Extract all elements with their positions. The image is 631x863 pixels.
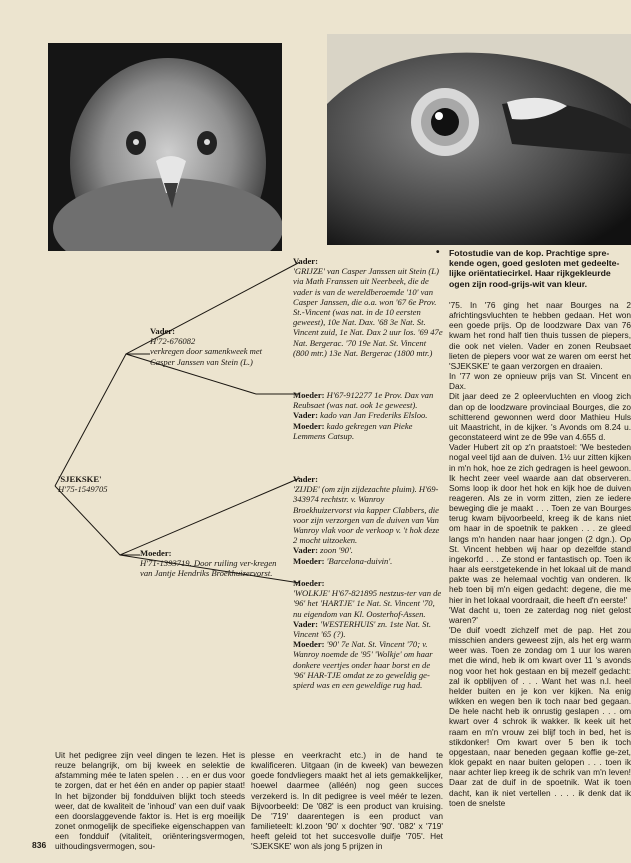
mm-sub2-text: '90' 7e Nat. St. Vincent '70; v. Wanroy noemde de '95' 'Wolkje' om haar donkere veertjes onder haar borst en de '96' HAR-TJE omdat ze zo geweldig ge-spierd was en een geweldige rug had. xyxy=(293,639,433,691)
article-column xyxy=(449,300,631,860)
pedigree-father-mother xyxy=(293,390,443,441)
m-label: Moeder: xyxy=(140,548,172,558)
pedigree-root xyxy=(58,474,158,494)
f-text: verkregen door samenkweek met Casper Janssen van Stein (L.) xyxy=(150,346,263,367)
f-label: Vader: xyxy=(150,326,175,336)
mf-label: Vader: xyxy=(293,474,318,484)
fm-sub2-label: Moeder: xyxy=(293,420,325,431)
article-p4: Vader Hubert zit op z'n praatstoel: 'We besteden nogal veel tijd aan de duiven. 1½ uur zitten kijken in m'n hok, hoe ze zich gedragen is heel gewoon. Ik hecht zeer veel waarde aan dat observeren. Soms loop ik door het hok en kijk hoe de duiven reageren. Als ze in vorm zitten, zien ze iedere beweging die je maakt . . . Toen ze van Bourges terug kwam bijvoorbeeld, kreeg ik de kans niet om haar in de spoetnik te pakken . . . ze gleed langs m'n handen naar haar jongen (2 dgn.). Op St. Vincent hebben wij haar op dezelfde stand ingekorfd . . . Ze stond er fantastisch op. Toen ik haar als eerstgetekende in het lokaal uit de mand pakte was ze helemaal vochtig van onderen. Ik heb toen bij m'n eigen gedacht: degene, die me hier in het lokaal voordraait, die heeft d'n eerste!' xyxy=(449,442,631,605)
mf-sub2-text: 'Barcelona-duivin'. xyxy=(326,555,393,566)
pedigree-mother-mother xyxy=(293,578,443,690)
fm-sub1-text: kado van Jan Frederiks Elsloo. xyxy=(320,410,428,421)
fm-text: H'67-912277 1e Prov. Dax van Reubsaet (was nat. ook 1e geweest). xyxy=(293,390,434,411)
article-p3: Dit jaar deed ze 2 opleervluchten en vloog zich dan op de loodzware provinciaal Bourges, die zo schitterend gewonnen werd door Mathieu Huls uit Maastricht, in de kijker. 's Avonds om 8.24 u. geconstateerd wint ze de 99e van 4.655 d. xyxy=(449,391,631,443)
mm-text: 'WOLKJE' H'67-821895 nestzus-ter van de '96' het 'HARTJE' 1e Nat. St. Vincent '70, nu eigendom van Kl. Oosterhof-Assen. xyxy=(293,588,442,619)
caption-text: Fotostudie van de kop. Prachtige spre-kende ogen, goed gesloten met gedeelte-lijke oriëntatiecirkel. Haar rijkgekleurde ogen zijn rood-grijs-wit van kleur. xyxy=(449,248,620,289)
pedigree-father-father xyxy=(293,256,443,358)
m-text: H'71-1393719. Door ruiling ver-kregen van Jantje Hendriks Broekhuizervorst. xyxy=(140,558,277,579)
fm-sub2-text: kado gekregen van Pieke Lemmens Catsup. xyxy=(293,420,413,441)
pedigree-mother xyxy=(140,548,290,579)
ff-label: Vader: xyxy=(293,256,318,266)
mm-sub1-text: 'WESTERHUIS' zn. 1ste Nat. St. Vincent '65 (?). xyxy=(293,618,431,640)
bottom-middle-column: plesse en veerkracht etc.) in de hand te kwalificeren. Uitgaan (in de kweek) van bewezen goede fondvliegers maakt het al iets gemakkelijker, hoewel daarmee (alléén) nog geen succes verzekerd is. In dit pedigree is veel méér te lezen. Bijvoorbeeld: De '082' is een product van kruising. De '719' daarentegen is een product van familieteelt: kl.zoon '90' x dochter '90'. '082' x '719' heeft geleid tot het succesvolle duifje '705'. Het 'SJEKSKE' won als jong 5 prijzen in xyxy=(251,750,443,852)
mf-sub1-label: Vader: xyxy=(293,545,318,556)
root-name: 'SJEKSKE' xyxy=(58,474,102,484)
pigeon-head-front-photo xyxy=(48,43,282,251)
article-p5: 'Wat dacht u, toen ze zaterdag nog niet gelost waren?' xyxy=(449,604,631,625)
mm-label: Moeder: xyxy=(293,578,325,588)
fm-label: Moeder: xyxy=(293,390,325,400)
ff-text: 'GRIJZE' van Casper Janssen uit Stein (L) via Math Franssen uit Neerbeek, die de vader is van de wereldberoemde '10' van Casper Janssen, die o.a. won '67 6e Prov. St.-Vincent (was nat. in de 10 eersten geweest), 10e Nat. Dax. '68 3e Nat. St. Vincent zuid, 1e Nat. Dax 2 uur los. '69 47e Nat. Bergerac. '70 19e Nat. St. Vincent (800 mtr.) 13e Nat. Bergerac (1800 mtr.) xyxy=(293,266,443,358)
article-p2: In '77 won ze opnieuw prijs van St. Vincent en Dax. xyxy=(449,371,631,392)
pedigree-mother-father xyxy=(293,474,443,566)
f-ring: H'72-676082 xyxy=(150,336,196,347)
mf-sub2-label: Moeder: xyxy=(293,555,325,566)
article-p6: 'De duif voedt zichzelf met de pap. Het zou misschien anders geweest zijn, als het erg warm weer was. Toen ze zondag om 1 uur los waren met die wind, heb ik om kwart over 11 's avonds nog voor het hok gestaan en bij mezelf gedacht: zal ik opblijven of . . . Want het was n.l. heel helder buiten en je kon ver kijken. Na enig wikken en wegen ben ik toch naar bed gegaan. De hele nacht heb ik onrustig geslapen . . . om kwart over 4 schrok ik wakker. Ik keek uit het raam en m'n vrouw zei blijf toch in bed, het is stikdonker! Om kwart over 5 ben ik toch opgestaan, naar beneden gegaan koffie ge-zet, klok gepakt en naar buiten gelopen . . . toen ik naar achter liep kreeg ik de schrik van m'n leven! Daar zat de duif in de spoetnik. Wat ik toen dacht, kan ik niet vertellen . . . . ik denk dat ik toen de snelste xyxy=(449,625,631,808)
mf-sub1-text: zoon '90'. xyxy=(320,545,353,556)
pigeon-eye-closeup-photo xyxy=(327,34,631,245)
caption-bullet: • xyxy=(436,247,440,258)
page-number: 836 xyxy=(32,840,47,850)
pedigree-father xyxy=(150,326,268,367)
mm-sub2-label: Moeder: xyxy=(293,639,325,650)
bottom-left-column: Uit het pedigree zijn veel dingen te lezen. Het is reuze belangrijk, om bij kweek en selektie de afstamming mée te laten spelen . . . en er dus voor te zorgen, dat er het één en ander op papier staat! In het bijzonder bij fondduiven blijkt toch steeds weer, dat de kwaliteit de 'inhoud' van een duif vaak een doorslaggevende faktor is. Het is erg moeilijk zonet onmogelijk de specifieke eigenschappen van een fondduif (vitaliteit, oriënteringsvermogen, uithoudingsvermogen, sou- xyxy=(55,750,245,852)
mf-text: 'ZIJDE' (om zijn zijdezachte pluim). H'69-343974 rechtstr. v. Wanroy Broekhuizervorst via kapper Clabbers, die voor zijn verzorgen van de duiven van Van Wanroy vlak voor de verkoop v. 't hok deze 2 mocht uitzoeken. xyxy=(293,484,440,546)
photo-caption xyxy=(436,247,629,289)
fm-sub1-label: Vader: xyxy=(293,410,318,421)
root-ring: H'75-1549705 xyxy=(58,484,108,495)
article-p1: '75. In '76 ging het naar Bourges na 2 africhtingsvluchten te hebben gedaan. Het won een goede prijs. Op de loodzware Dax van 76 kwam het rond half tien thuis tussen de piepers, die ook net vielen. Vader en zonen Reubsaet lieten de piepers voor wat ze waren om eerst het 'SJEKSKE' te gaan verzorgen en draaien. xyxy=(449,300,631,371)
mm-sub1-label: Vader: xyxy=(293,618,318,629)
